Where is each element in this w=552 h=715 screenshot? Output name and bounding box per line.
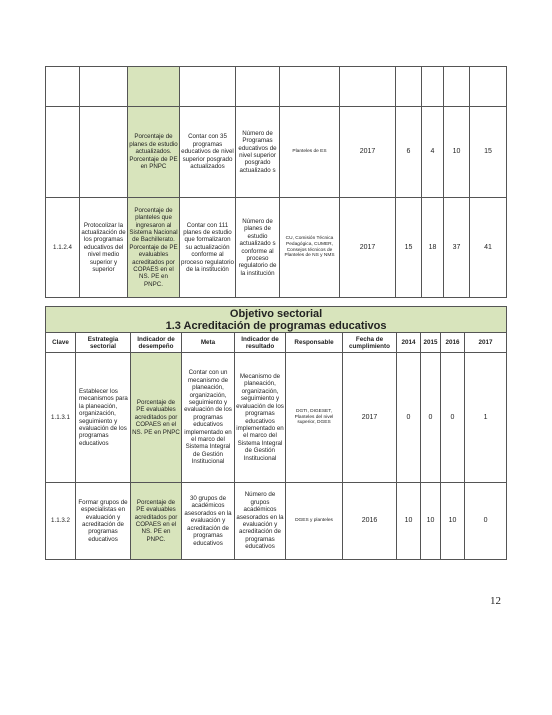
table-row — [46, 483, 507, 560]
cell-2015: 10 — [421, 483, 441, 560]
cell-indicador: Porcentaje de planteles que ingresaron al Sistema Nacional de Bachillerato. Porcentaje de PE evaluables acreditados por COPAES en el NS. PE en PNPC. — [128, 198, 180, 298]
cell-indicador — [128, 67, 180, 107]
header-indicador: Indicador de desempeño — [131, 333, 182, 353]
cell-2016: 10 — [444, 107, 470, 198]
cell-2017: 0 — [465, 483, 507, 560]
cell-2017: 41 — [470, 198, 507, 298]
header-meta: Meta — [182, 333, 235, 353]
header-2016: 2016 — [441, 333, 465, 353]
cell-2014: 6 — [396, 107, 422, 198]
cell-indicador: Porcentaje de PE evaluables acreditados por COPAES en el NS. PE en PNPC — [131, 353, 182, 483]
cell-2016: 0 — [441, 353, 465, 483]
cell-indicador-resultado: Número de planes de estudio actualizado s conforme al proceso regulatorio de la institución — [236, 198, 280, 298]
cell-2017: 15 — [470, 107, 507, 198]
page-number: 12 — [490, 595, 501, 607]
cell-indicador-resultado — [236, 67, 280, 107]
header-estrategia: Estrategia sectorial — [76, 333, 131, 353]
cell-2016: 37 — [444, 198, 470, 298]
cell-2016: 10 — [441, 483, 465, 560]
cell-2015 — [422, 67, 444, 107]
cell-meta: 30 grupos de académicos asesorados en la evaluación y acreditación de programas educativos — [182, 483, 235, 560]
cell-estrategia: Establecer los mecanismos para la planeación, organización, seguimiento y evaluación de los programas educativos — [76, 353, 131, 483]
objective-header — [46, 307, 507, 333]
cell-2014: 0 — [397, 353, 421, 483]
header-2017: 2017 — [465, 333, 507, 353]
cell-meta: Contar con 111 planes de estudio que formalizaron su actualización conforme al proceso regulatorio de la institución — [180, 198, 236, 298]
cell-2015: 4 — [422, 107, 444, 198]
cell-indicador-resultado: Número de grupos académicos asesorados en la evaluación y acreditación de programas educativos — [235, 483, 286, 560]
cell-responsable: CU, Comisión Técnica Pedagógica, CUMER, Consejos técnicos de Planteles de NS y NMS — [280, 198, 340, 298]
cell-indicador: Porcentaje de planes de estudio actualizados. Porcentaje de PE en PNPC — [128, 107, 180, 198]
cell-indicador: Porcentaje de PE evaluables acreditados por COPAES en el NS. PE en PNPC. — [131, 483, 182, 560]
cell-2014: 15 — [396, 198, 422, 298]
header-2014: 2014 — [397, 333, 421, 353]
objective-header-row — [46, 307, 507, 333]
table-row — [46, 198, 507, 298]
column-header-row — [46, 333, 507, 353]
cell-clave — [46, 67, 80, 107]
cell-2015: 18 — [422, 198, 444, 298]
cell-responsable: DGTI, DIGESET, Planteles del nivel superior, DGES — [286, 353, 343, 483]
cell-responsable: Planteles de ES — [280, 107, 340, 198]
cell-2016 — [444, 67, 470, 107]
cell-2014 — [396, 67, 422, 107]
header-clave: Clave — [46, 333, 76, 353]
cell-estrategia: Protocolizar la actualización de los programas educativos del nivel medio superior y superior — [80, 198, 128, 298]
cell-estrategia: Formar grupos de especialistas en evaluación y acreditación de programas educativos — [76, 483, 131, 560]
cell-2017: 1 — [465, 353, 507, 483]
cell-meta: Contar con 35 programas educativos de nivel superior posgrado actualizados — [180, 107, 236, 198]
cell-clave: 1.1.2.4 — [46, 198, 80, 298]
objective-title: 1.3 Acreditación de programas educativos — [165, 319, 387, 332]
cell-estrategia — [80, 67, 128, 107]
table-continuation — [45, 66, 507, 298]
objective-label: Objetivo sectorial — [229, 307, 323, 320]
cell-indicador-resultado: Mecanismo de planeación, organización, seguimiento y evaluación de los programas educativos implementado en el marco del Sistema Integral de Gestión Institucional — [235, 353, 286, 483]
table-row — [46, 67, 507, 107]
cell-clave: 1.1.3.1 — [46, 353, 76, 483]
objective-table — [45, 306, 507, 560]
table-row — [46, 353, 507, 483]
cell-fecha: 2017 — [340, 198, 396, 298]
cell-fecha: 2017 — [343, 353, 397, 483]
cell-meta: Contar con un mecanismo de planeación, organización, seguimiento y evaluación de los programas educativos implementado en el marco del Sistema Integral de Gestión Institucional — [182, 353, 235, 483]
cell-clave — [46, 107, 80, 198]
cell-fecha: 2016 — [343, 483, 397, 560]
cell-responsable: DGES y planteles — [286, 483, 343, 560]
cell-fecha: 2017 — [340, 107, 396, 198]
cell-estrategia — [80, 107, 128, 198]
cell-2015: 0 — [421, 353, 441, 483]
cell-clave: 1.1.3.2 — [46, 483, 76, 560]
table-row — [46, 107, 507, 198]
cell-meta — [180, 67, 236, 107]
cell-2014: 10 — [397, 483, 421, 560]
cell-fecha — [340, 67, 396, 107]
header-fecha: Fecha de cumplimiento — [343, 333, 397, 353]
cell-indicador-resultado: Número de Programas educativos de nivel superior posgrado actualizado s — [236, 107, 280, 198]
header-responsable: Responsable — [286, 333, 343, 353]
cell-2017 — [470, 67, 507, 107]
header-2015: 2015 — [421, 333, 441, 353]
header-indicador-resultado: Indicador de resultado — [235, 333, 286, 353]
cell-responsable — [280, 67, 340, 107]
